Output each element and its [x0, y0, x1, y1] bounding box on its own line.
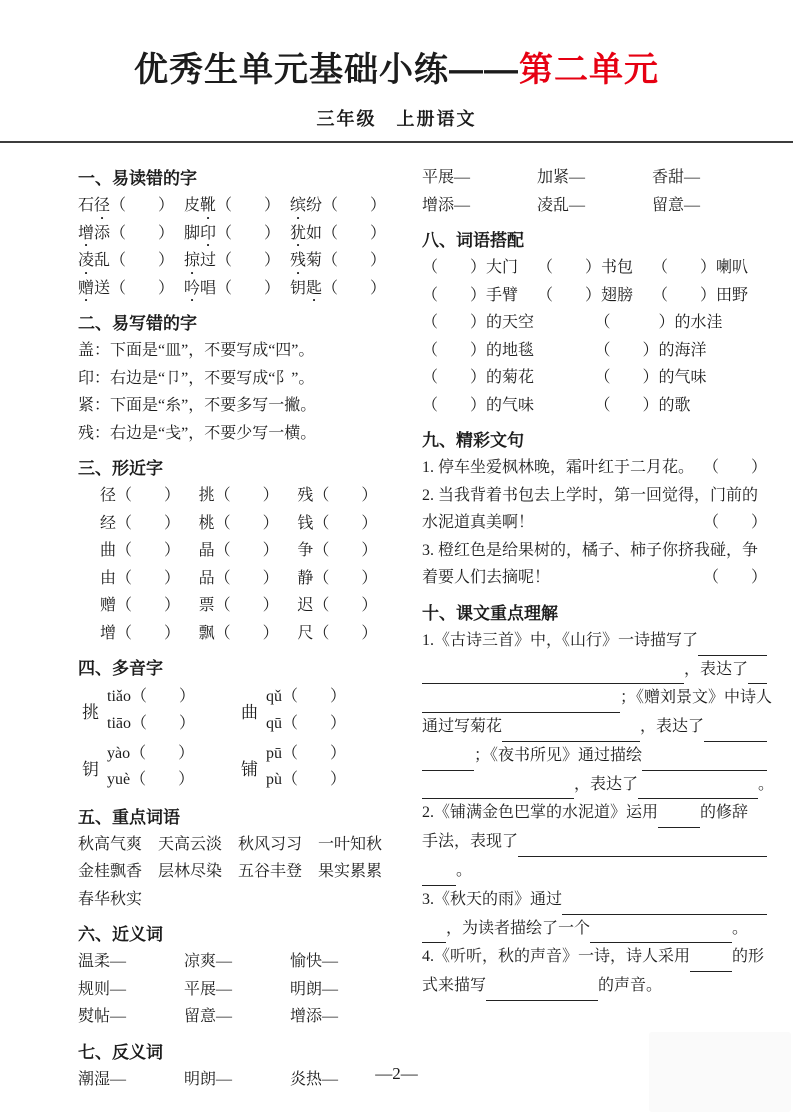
tip-line: 印：右边是“卩”，不要写成“阝”。 [78, 369, 315, 387]
word-row: 径（ ） 挑（ ） 残（ ） [100, 487, 378, 505]
polyphone-group: 曲 qǔ（ ） qū（ ） [241, 688, 347, 732]
section-6-heading: 六、近义词 [78, 925, 163, 945]
fill-blank [422, 779, 574, 799]
polyphone-group: 铺 pū（ ） pù（ ） [241, 745, 347, 789]
tip-line: 紧：下面是“糸”，不要多写一撇。 [78, 397, 317, 415]
section-8-heading: 八、词语搭配 [422, 231, 524, 251]
page-number: —2— [375, 1064, 418, 1083]
section-2-heading: 二、易写错的字 [78, 314, 197, 334]
collocation-row: （ ）的地毯 （ ）的海洋 [422, 341, 707, 359]
synonym-row: 熨帖— 留意— 增添— [78, 1008, 339, 1026]
title-red-part: 第二单元 [519, 51, 659, 89]
collocation-row: （ ）大门 （ ）书包 （ ）喇叭 [422, 259, 749, 277]
word-row [78, 247, 396, 275]
section-7-heading: 七、反义词 [78, 1042, 163, 1062]
page-header [0, 0, 793, 143]
word-item: 增添（ ） [78, 224, 175, 242]
collocation-row: （ ）的菊花 （ ）的气味 [422, 369, 707, 387]
fill-blank [642, 751, 767, 771]
polyphone-char: 挑 [82, 703, 99, 723]
word-item: 脚印（ ） [184, 224, 281, 242]
comprehension-paragraph: 3.《秋天的雨》通过 ，为读者描绘了一个 。 [422, 886, 767, 944]
page-subtitle: 三年级 上册语文 [316, 109, 477, 129]
page-title [0, 42, 793, 91]
word-item: 凌乱（ ） [78, 252, 175, 270]
word-row: 曲（ ） 晶（ ） 争（ ） [100, 542, 378, 560]
fill-blank [422, 866, 456, 886]
synonym-row: 温柔— 凉爽— 愉快— [78, 953, 339, 971]
comprehension-paragraph: 2.《铺满金色巴掌的水泥道》运用 的修辞 手法，表现了 。 [422, 799, 767, 885]
left-column [78, 157, 396, 1093]
section-4-heading: 四、多音字 [78, 659, 163, 679]
polyphone-char: 钥 [82, 759, 99, 779]
right-column [422, 157, 775, 1093]
fill-blank [658, 808, 700, 828]
word-item: 残菊（ ） [290, 252, 387, 270]
word-item: 皮靴（ ） [184, 197, 281, 214]
section-5-heading: 五、重点词语 [78, 807, 180, 827]
fill-blank [590, 923, 732, 943]
polyphone-group: 钥 yào（ ） yuè（ ） [82, 745, 195, 789]
word-item: 吟唱（ ） [184, 279, 281, 297]
section-10-heading: 十、课文重点理解 [422, 603, 558, 623]
word-list-line: 金桂飘香 层林尽染 五谷丰登 果实累累 [78, 863, 383, 881]
fill-blank [422, 751, 474, 771]
word-row [78, 275, 396, 303]
word-row: 经（ ） 桃（ ） 钱（ ） [100, 514, 378, 532]
section-3-heading: 三、形近字 [78, 459, 163, 479]
word-item: 钥匙（ ） [290, 279, 387, 297]
word-row [78, 220, 396, 248]
word-item: 石径（ ） [78, 197, 175, 214]
sentence-item: 3. 橙红色是给果树的，橘子、柿子你挤我碰，争着要人们去摘呢！ （ ） [422, 541, 767, 587]
word-item: 掠过（ ） [184, 252, 281, 270]
polyphone-grid [78, 682, 396, 796]
fill-blank [704, 722, 767, 742]
antonym-row: 潮湿— 明朗— 炎热— [78, 1070, 339, 1088]
fill-blank [422, 923, 446, 943]
word-list-line: 秋高气爽 天高云淡 秋风习习 一叶知秋 [78, 835, 383, 853]
antonym-row: 平展— 加紧— 香甜— [422, 169, 701, 186]
polyphone-char: 曲 [241, 703, 258, 723]
word-item: 赠送（ ） [78, 279, 175, 297]
polyphone-char: 铺 [241, 759, 258, 779]
comprehension-paragraph: 1.《古诗三首》中，《山行》一诗描写了 ，表达了 ；《赠刘景文》中诗人 通过写菊花 ，表达了 ；《夜书所见》通过描绘 ，表达了 。 [422, 627, 767, 800]
content-columns [0, 143, 793, 1093]
antonym-row: 增添— 凌乱— 留意— [422, 196, 701, 214]
section-9-heading: 九、精彩文句 [422, 431, 524, 451]
sentence-item: （ ） 1. 停车坐爱枫林晚，霜叶红于二月花。 [422, 459, 767, 477]
fill-blank [502, 722, 640, 742]
collocation-row: （ ）的天空 （ ）的水洼 [422, 314, 723, 332]
fill-blank [518, 837, 767, 857]
fill-blank [638, 779, 758, 799]
fill-blank [486, 981, 598, 1001]
fill-blank [698, 636, 767, 656]
word-row: 由（ ） 品（ ） 静（ ） [100, 569, 378, 587]
fill-blank [690, 952, 732, 972]
word-list-line: 春华秋实 [78, 890, 143, 908]
tip-line: 残：右边是“戋”，不要少写一横。 [78, 424, 317, 442]
fill-blank [562, 895, 767, 915]
word-row: 增（ ） 飘（ ） 尺（ ） [100, 624, 378, 642]
word-item: 犹如（ ） [290, 224, 387, 242]
scan-artifact [649, 1032, 791, 1112]
word-row: 赠（ ） 票（ ） 迟（ ） [100, 597, 378, 615]
sentence-item: 2. 当我背着书包去上学时，第一回觉得，门前的水泥道真美啊！ （ ） [422, 486, 767, 532]
title-black-part: 优秀生单元基础小练—— [134, 51, 519, 89]
fill-blank [422, 664, 684, 684]
comprehension-paragraph: 4.《听听，秋的声音》一诗，诗人采用 的形 式来描写 的声音。 [422, 943, 767, 1001]
fill-blank [748, 664, 767, 684]
polyphone-group: 挑 tiǎo（ ） tiāo（ ） [82, 688, 195, 732]
tip-line: 盖：下面是“皿”，不要写成“四”。 [78, 342, 315, 360]
collocation-row: （ ）的气味 （ ）的歌 [422, 396, 691, 414]
fill-blank [422, 693, 620, 713]
word-row [78, 192, 396, 220]
word-item: 缤纷（ ） [290, 197, 387, 214]
section-1-heading: 一、易读错的字 [78, 169, 197, 188]
collocation-row: （ ）手臂 （ ）翅膀 （ ）田野 [422, 286, 749, 304]
synonym-row: 规则— 平展— 明朗— [78, 980, 339, 998]
